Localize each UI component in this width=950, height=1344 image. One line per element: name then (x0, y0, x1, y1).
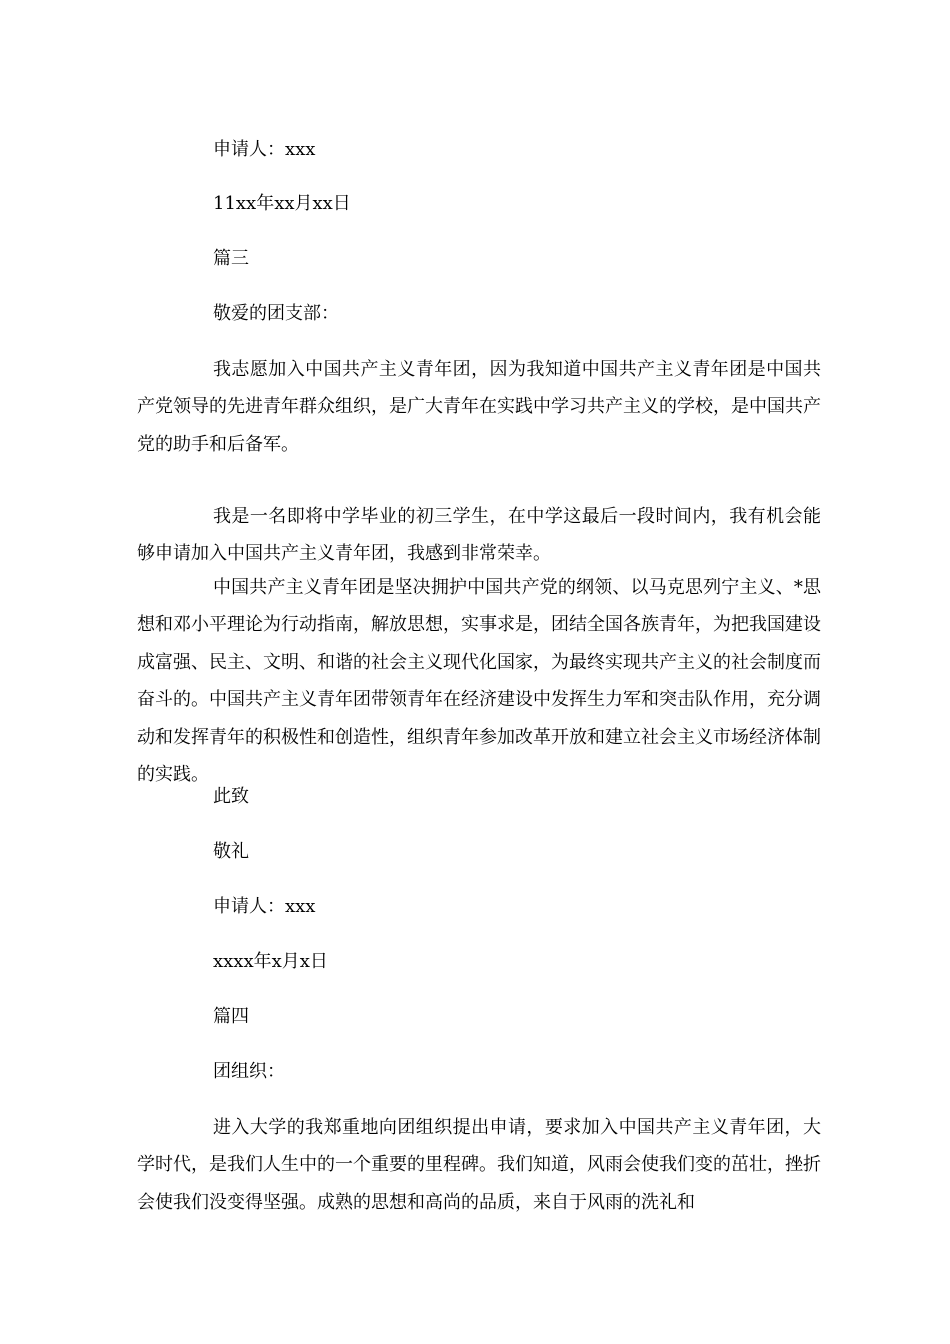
applicant-line-2: 申请人：xxx (213, 896, 316, 917)
applicant-line: 申请人：xxx (213, 139, 316, 160)
closing-line: 此致 (213, 786, 249, 807)
date-line-2: xxxx年x月x日 (213, 951, 328, 972)
regards-line: 敬礼 (213, 841, 249, 862)
salutation: 敬爱的团支部： (213, 303, 339, 324)
date-line: 11xx年xx月xx日 (213, 193, 351, 214)
paragraph-1: 我志愿加入中国共产主义青年团，因为我知道中国共产主义青年团是中国共产党领导的先进青年群众组织，是广大青年在实践中学习共产主义的学校，是中国共产党的助手和后备军。 (137, 359, 821, 455)
paragraph-4: 进入大学的我郑重地向团组织提出申请，要求加入中国共产主义青年团，大学时代，是我们人生中的一个重要的里程碑。我们知道，风雨会使我们变的茁壮，挫折会使我们没变得坚强。成熟的思想和高尚的品质，来自于风雨的洗礼和 (137, 1117, 821, 1213)
section-heading-3: 篇三 (213, 248, 249, 269)
paragraph-3: 中国共产主义青年团是坚决拥护中国共产党的纲领、以马克思列宁主义、*思想和邓小平理论为行动指南，解放思想，实事求是，团结全国各族青年，为把我国建设成富强、民主、文明、和谐的社会主义现代化国家，为最终实现共产主义的社会制度而奋斗的。中国共产主义青年团带领青年在经济建设中发挥生力军和突击队作用，充分调动和发挥青年的积极性和创造性，组织青年参加改革开放和建立社会主义市场经济体制的实践。 (137, 577, 821, 786)
salutation-2: 团组织： (213, 1061, 285, 1082)
section-heading-4: 篇四 (213, 1006, 249, 1027)
paragraph-2: 我是一名即将中学毕业的初三学生，在中学这最后一段时间内，我有机会能够申请加入中国共产主义青年团，我感到非常荣幸。 (137, 506, 821, 565)
